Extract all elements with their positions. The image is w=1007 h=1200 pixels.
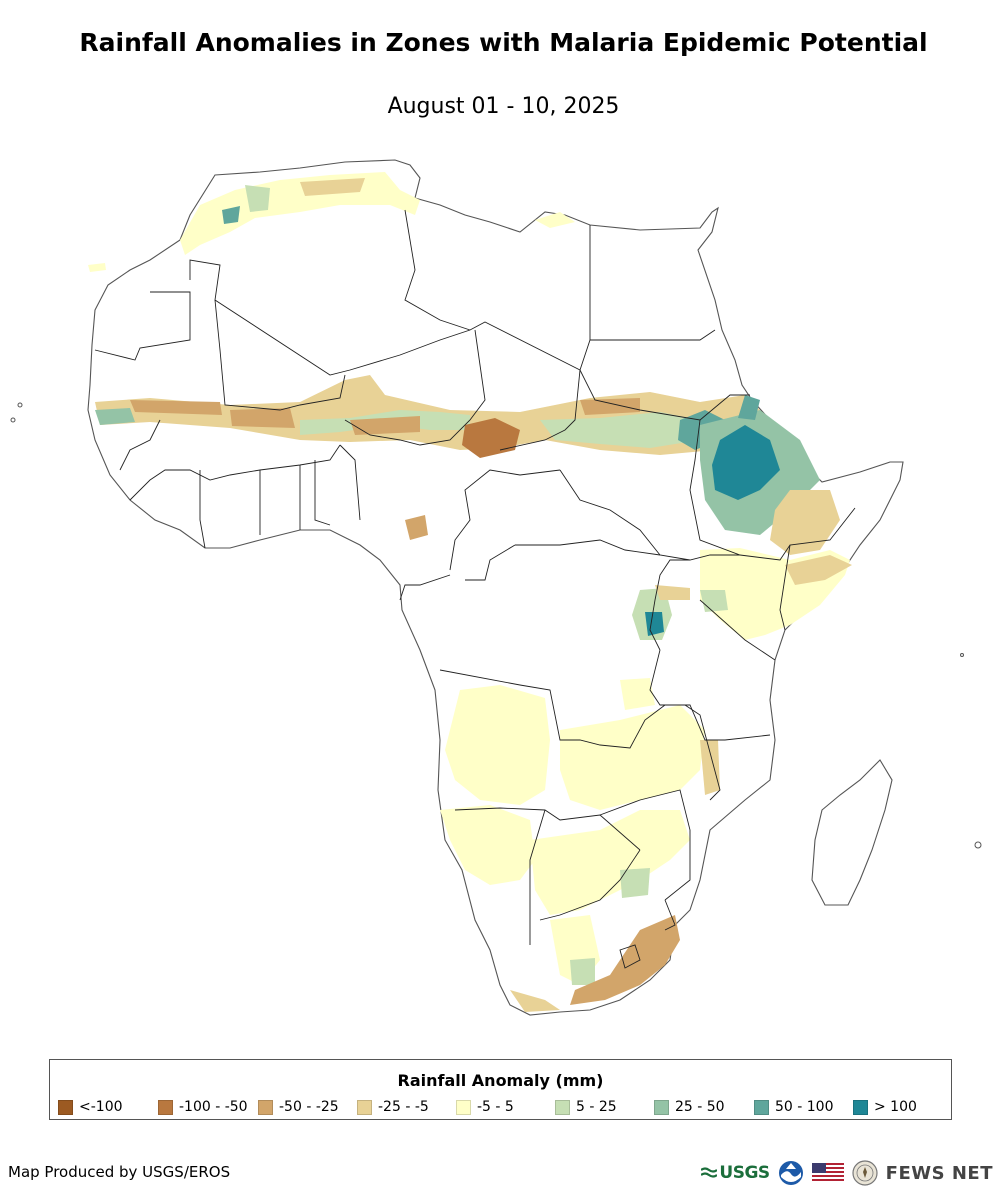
- anomaly-region: [88, 263, 106, 272]
- legend-swatch: [456, 1100, 471, 1115]
- anomaly-region: [570, 958, 595, 985]
- legend-swatch: [853, 1100, 868, 1115]
- fews-net-logo: FEWS NET: [885, 1162, 993, 1184]
- madagascar-outline: [812, 760, 892, 905]
- legend-swatch: [158, 1100, 173, 1115]
- island: [975, 842, 981, 848]
- usgs-wave-icon: [701, 1167, 717, 1179]
- anomaly-region: [580, 398, 640, 415]
- anomaly-region: [440, 805, 535, 885]
- legend-swatch: [654, 1100, 669, 1115]
- anomaly-region: [95, 408, 135, 425]
- usgs-logo-icon: [701, 1163, 769, 1183]
- legend-swatch: [357, 1100, 372, 1115]
- us-flag-icon: [812, 1163, 844, 1183]
- legend-item: [654, 1098, 725, 1116]
- island: [11, 418, 15, 422]
- legend-item: [555, 1098, 617, 1116]
- legend-label: <-100: [79, 1099, 123, 1115]
- island: [18, 403, 22, 407]
- credit-text: Map Produced by USGS/EROS: [8, 1163, 231, 1181]
- map-subtitle: August 01 - 10, 2025: [387, 94, 620, 119]
- legend-item: [754, 1098, 834, 1116]
- legend-item: [357, 1098, 429, 1116]
- legend-label: -100 - -50: [179, 1099, 248, 1115]
- legend-items: [58, 1098, 948, 1116]
- legend-swatch: [58, 1100, 73, 1115]
- legend-item: [456, 1098, 514, 1116]
- legend-swatch: [754, 1100, 769, 1115]
- legend-label: > 100: [874, 1099, 917, 1115]
- legend-label: -25 - -5: [378, 1099, 429, 1115]
- legend-swatch: [555, 1100, 570, 1115]
- noaa-logo-icon: [778, 1160, 804, 1186]
- anomaly-region: [230, 408, 295, 428]
- legend-label: 5 - 25: [576, 1099, 617, 1115]
- legend-item: [158, 1098, 248, 1116]
- anomaly-region: [645, 612, 664, 636]
- legend-title: Rainfall Anomaly (mm): [397, 1071, 604, 1090]
- legend-item: [258, 1098, 339, 1116]
- legend-label: -50 - -25: [279, 1099, 339, 1115]
- legend-label: -5 - 5: [477, 1099, 514, 1115]
- logo-strip: [701, 1157, 993, 1189]
- legend-item: [58, 1098, 123, 1116]
- anomaly-region: [620, 678, 655, 710]
- legend-swatch: [258, 1100, 273, 1115]
- island: [961, 654, 964, 657]
- legend-label: 25 - 50: [675, 1099, 725, 1115]
- state-seal-icon: [852, 1160, 878, 1186]
- legend-label: 50 - 100: [775, 1099, 834, 1115]
- legend-item: [853, 1098, 917, 1116]
- usgs-text: USGS: [719, 1163, 770, 1183]
- map-title: Rainfall Anomalies in Zones with Malaria Epidemic Potential: [79, 28, 928, 57]
- legend: [49, 1059, 952, 1120]
